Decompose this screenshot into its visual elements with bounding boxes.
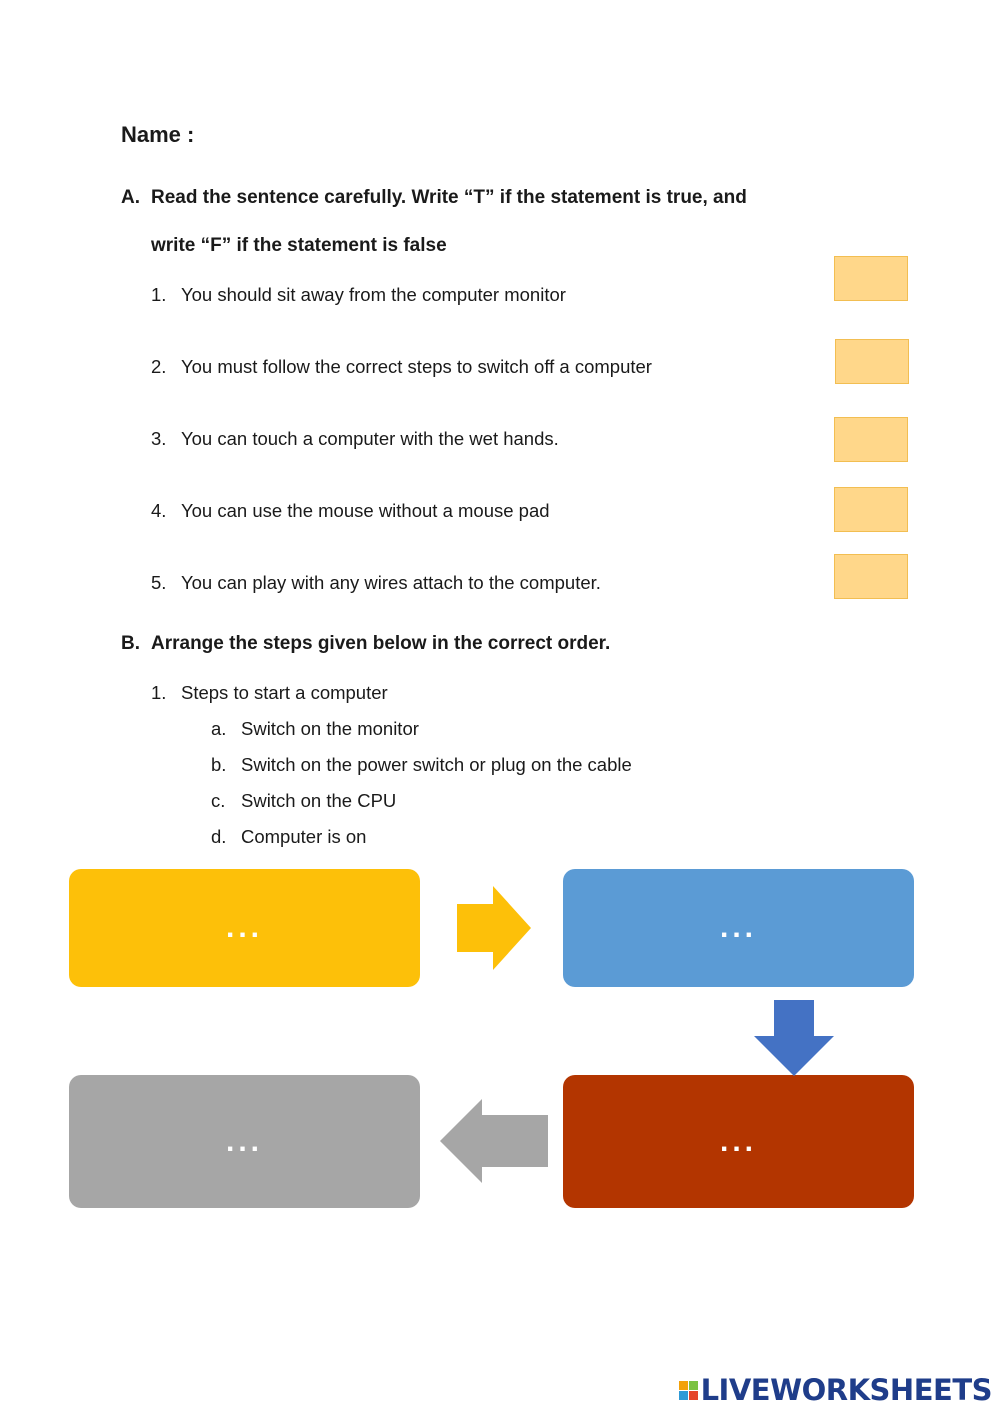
step-d: d. Computer is on (211, 826, 367, 847)
liveworksheets-logo (679, 1373, 992, 1407)
arrow-left-icon (438, 1097, 550, 1185)
flow-box-4[interactable]: ... (69, 1075, 420, 1208)
section-b-heading (121, 633, 610, 655)
arrow-left-shape (440, 1099, 548, 1183)
liveworksheets-logo-icon (679, 1381, 698, 1400)
arrow-down-shape (754, 1000, 834, 1076)
answer-box-5[interactable] (834, 554, 908, 599)
section-a-letter: A. (121, 187, 140, 208)
question-2: 2. You must follow the correct steps to switch off a computer (151, 356, 652, 377)
answer-box-1[interactable] (834, 256, 908, 301)
step-b: b. Switch on the power switch or plug on the cable (211, 754, 632, 775)
question-1: 1. You should sit away from the computer monitor (151, 284, 566, 305)
question-3: 3. You can touch a computer with the wet hands. (151, 428, 559, 449)
flow-box-1[interactable]: ... (69, 869, 420, 987)
answer-box-3[interactable] (834, 417, 908, 462)
section-b-question: 1. Steps to start a computer (151, 682, 388, 703)
step-a: a. Switch on the monitor (211, 718, 419, 739)
section-a-heading (121, 187, 747, 209)
arrow-right-shape (457, 886, 531, 970)
answer-box-2[interactable] (835, 339, 909, 384)
section-a-instruction-line2: write “F” if the statement is false (151, 235, 447, 256)
section-b-letter: B. (121, 633, 140, 654)
section-a-instruction-line1: Read the sentence carefully. Write “T” if the statement is true, and (151, 187, 747, 208)
section-b-instruction: Arrange the steps given below in the correct order. (151, 633, 611, 654)
question-4: 4. You can use the mouse without a mouse pad (151, 500, 550, 521)
name-label: Name : (121, 122, 195, 147)
flow-box-3[interactable]: ... (563, 1075, 914, 1208)
answer-box-4[interactable] (834, 487, 908, 532)
step-c: c. Switch on the CPU (211, 790, 397, 811)
question-5: 5. You can play with any wires attach to the computer. (151, 572, 601, 593)
logo-text: LIVEWORKSHEETS (700, 1373, 992, 1407)
arrow-right-icon (455, 884, 533, 972)
flow-box-2[interactable]: ... (563, 869, 914, 987)
arrow-down-icon (752, 998, 836, 1078)
